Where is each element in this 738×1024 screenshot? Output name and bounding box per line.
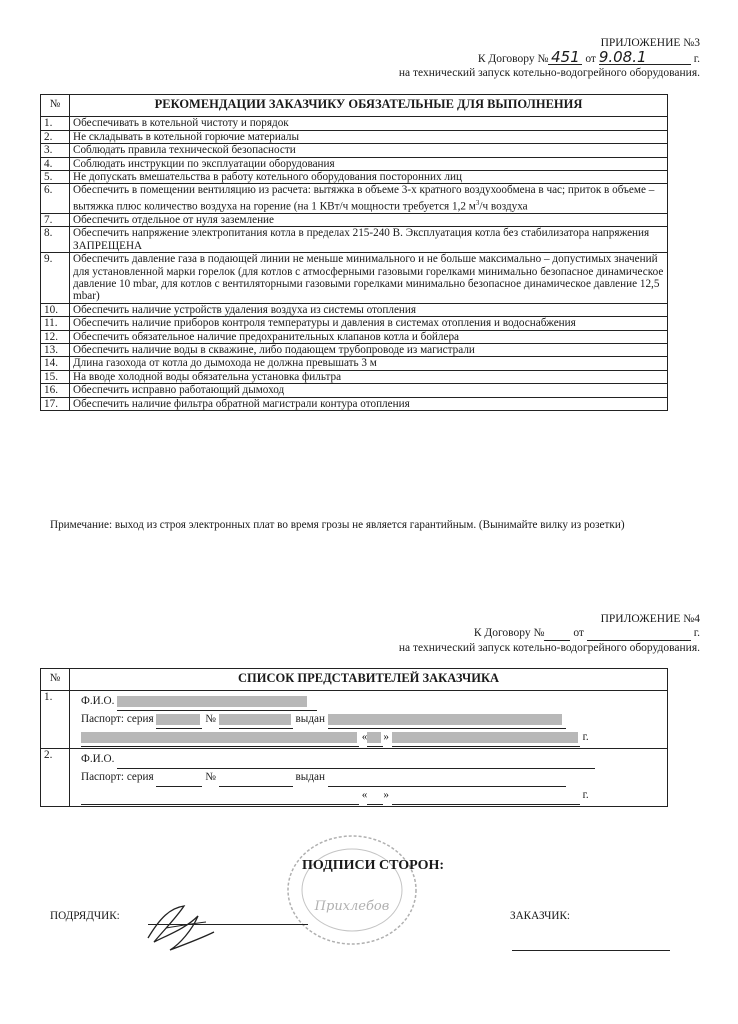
fio-field — [117, 751, 595, 769]
recommendation-row — [41, 370, 668, 383]
recommendation-row — [41, 384, 668, 397]
row-number: 13. — [41, 344, 70, 357]
recommendation-row — [41, 171, 668, 184]
col-number: № — [41, 95, 70, 117]
row-number: 2. — [41, 130, 70, 143]
col-number: № — [41, 669, 70, 691]
rep-row-number: 2. — [41, 749, 70, 807]
row-number: 4. — [41, 157, 70, 170]
row-text: Соблюдать правила технической безопасности — [70, 144, 668, 157]
signatures-title: ПОДПИСИ СТОРОН: — [302, 858, 445, 873]
recommendation-row — [41, 397, 668, 410]
note: Примечание: выход из строя электронных плат во время грозы не является гарантийным. (Вынимайте вилку из розетки) — [50, 519, 625, 531]
row-text: Обеспечить давление газа в подающей линии не меньше минимального и не больше максимально – допустимых значений для установленной марки горелок (для котлов с атмосферными газовыми горелками минимально безопасное динамическое давление 10 mbar, для котлов с вентиляторными газовыми горелками минимально безопасное динамическое давление 12,5 mbar) — [70, 253, 668, 304]
recommendation-row — [41, 303, 668, 316]
row-number: 8. — [41, 227, 70, 253]
recommendation-row — [41, 227, 668, 253]
customer-signature-line — [512, 950, 670, 951]
recommendation-row — [41, 184, 668, 214]
row-text: Обеспечить наличие приборов контроля температуры и давления в системах отопления и водоснабжения — [70, 317, 668, 330]
issue-date-field — [392, 729, 580, 747]
issued-by-field — [328, 711, 566, 729]
row-text: Обеспечить наличие воды в скважине, либо подающем трубопроводе из магистрали — [70, 344, 668, 357]
passport-number-field — [219, 711, 293, 729]
appendix3-contract-line: К Договору № 451 от 9.08.1 г. — [477, 48, 700, 66]
appendix4-contract-line: К Договору № от г. — [473, 627, 700, 639]
stamp-text: Прихлебов — [314, 899, 390, 914]
recommendation-row — [41, 157, 668, 170]
rep-row-2: Ф.И.О. Паспорт: серия № выдан « » г. — [70, 749, 668, 807]
row-text: Обеспечить напряжение электропитания котла в пределах 215-240 В. Эксплуатация котла без стабилизатора напряжения ЗАПРЕЩЕНА — [70, 227, 668, 253]
appendix4-title: ПРИЛОЖЕНИЕ №4 — [600, 613, 700, 625]
row-text: На вводе холодной воды обязательна установка фильтра — [70, 370, 668, 383]
representatives-heading: СПИСОК ПРЕДСТАВИТЕЛЕЙ ЗАКАЗЧИКА — [70, 669, 668, 691]
row-text: Не допускать вмешательства в работу котельного оборудования посторонних лиц — [70, 171, 668, 184]
row-number: 6. — [41, 184, 70, 214]
rep-row-1: Ф.И.О. Паспорт: серия № выдан « » г. — [70, 691, 668, 749]
row-text: Обеспечить исправно работающий дымоход — [70, 384, 668, 397]
row-number: 7. — [41, 213, 70, 226]
representatives-table — [40, 668, 668, 807]
recommendation-row — [41, 213, 668, 226]
row-text: Обеспечивать в котельной чистоту и порядок — [70, 117, 668, 130]
appendix3-subtitle: на технический запуск котельно-водогрейного оборудования. — [398, 67, 700, 79]
row-number: 10. — [41, 303, 70, 316]
row-number: 3. — [41, 144, 70, 157]
appendix3-title: ПРИЛОЖЕНИЕ №3 — [600, 37, 700, 49]
row-text: Длина газохода от котла до дымохода не должна превышать 3 м — [70, 357, 668, 370]
passport-series-field — [156, 711, 202, 729]
recommendation-row — [41, 357, 668, 370]
row-text: Соблюдать инструкции по эксплуатации оборудования — [70, 157, 668, 170]
row-number: 14. — [41, 357, 70, 370]
recommendation-row — [41, 117, 668, 130]
recommendation-row — [41, 144, 668, 157]
row-text: Обеспечить наличие фильтра обратной магистрали контура отопления — [70, 397, 668, 410]
appendix4-subtitle: на технический запуск котельно-водогрейного оборудования. — [398, 642, 700, 654]
row-text: Обеспечить отдельное от нуля заземление — [70, 213, 668, 226]
row-text: Обеспечить обязательное наличие предохранительных клапанов котла и бойлера — [70, 330, 668, 343]
recommendations-table — [40, 94, 668, 411]
recommendation-row — [41, 330, 668, 343]
row-number: 11. — [41, 317, 70, 330]
row-number: 1. — [41, 117, 70, 130]
redaction — [117, 696, 307, 707]
contract-number: 451 — [548, 50, 582, 65]
appendix3-header — [320, 36, 700, 80]
customer-label: ЗАКАЗЧИК: — [510, 910, 571, 922]
recommendations-heading: РЕКОМЕНДАЦИИ ЗАКАЗЧИКУ ОБЯЗАТЕЛЬНЫЕ ДЛЯ ВЫПОЛНЕНИЯ — [70, 95, 668, 117]
recommendation-row — [41, 130, 668, 143]
row-number: 9. — [41, 253, 70, 304]
recommendation-row — [41, 317, 668, 330]
appendix4-header — [320, 612, 700, 655]
row-number: 17. — [41, 397, 70, 410]
row-text: Не складывать в котельной горючие материалы — [70, 130, 668, 143]
row-text: Обеспечить наличие устройств удаления воздуха из системы отопления — [70, 303, 668, 316]
company-stamp — [282, 830, 422, 950]
recommendation-row — [41, 253, 668, 304]
recommendation-row — [41, 344, 668, 357]
row-number: 12. — [41, 330, 70, 343]
contractor-label: ПОДРЯДЧИК: — [50, 910, 120, 922]
fio-field — [117, 693, 317, 711]
contract-date: 9.08.1 — [599, 50, 691, 65]
row-number: 15. — [41, 370, 70, 383]
row-number: 5. — [41, 171, 70, 184]
row-number: 16. — [41, 384, 70, 397]
contractor-signature — [140, 898, 220, 954]
row-text: Обеспечить в помещении вентиляцию из расчета: вытяжка в объеме 3-х кратного воздухообмена в час; приток в объеме – вытяжка плюс количество воздуха на горение (на 1 КВт/ч мощности требуется 1,2 $м^3/ч$ воздуха — [70, 184, 668, 214]
rep-row-number: 1. — [41, 691, 70, 749]
